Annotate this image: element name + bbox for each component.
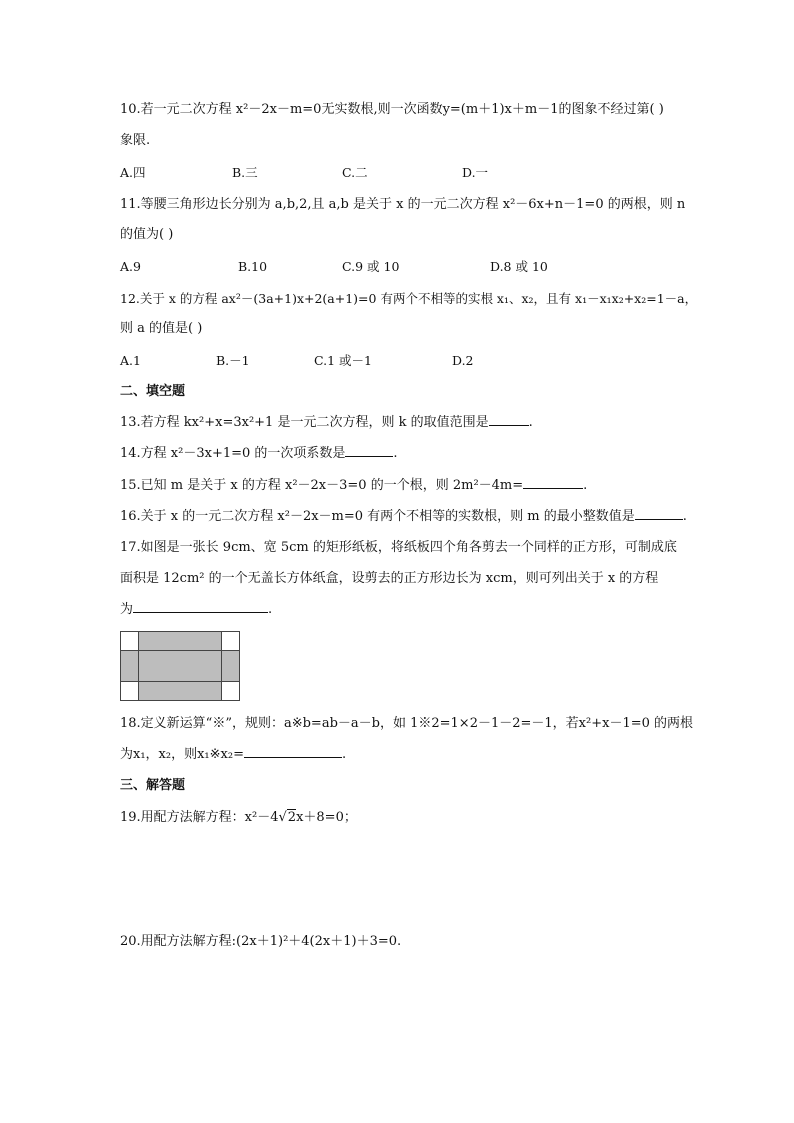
q16-text: 16.关于 x 的一元二次方程 x²－2x－m=0 有两个不相等的实数根，则 m 的最小整数值是 <box>120 509 635 524</box>
q12-option-b: B.－1 <box>216 353 250 368</box>
q16: 16.关于 x 的一元二次方程 x²－2x－m=0 有两个不相等的实数根，则 m 的最小整数值是 . <box>120 509 687 524</box>
q14-text: 14.方程 x²－3x+1=0 的一次项系数是 <box>120 446 346 461</box>
q15-text: 15.已知 m 是关于 x 的方程 x²－2x－3=0 的一个根，则 2m²－4m= <box>120 478 524 493</box>
q10-stem-line1: 10.若一元二次方程 x²－2x－m=0无实数根,则一次函数y=(m＋1)x＋m－1的图象不经过第( ) <box>120 102 664 117</box>
q18-answer-blank[interactable] <box>244 745 342 758</box>
corner-square-top-right <box>222 632 240 651</box>
q19 <box>120 808 357 828</box>
q17-prefix: 为 <box>120 602 134 617</box>
q14: 14.方程 x²－3x+1=0 的一次项系数是 . <box>120 446 398 461</box>
section-heading-fill-blank: 二、填空题 <box>120 384 186 399</box>
q17-stem-line3: 为 . <box>120 602 273 617</box>
q11-option-c: C.9 或 10 <box>342 259 400 274</box>
corner-square-top-left <box>121 632 139 651</box>
q10-option-c: C.二 <box>342 165 368 180</box>
q11-option-d: D.8 或 10 <box>490 259 548 274</box>
q13-answer-blank[interactable] <box>489 413 529 426</box>
q11-stem-line1: 11.等腰三角形边长分别为 a,b,2,且 a,b 是关于 x 的一元二次方程 x²－6x+n－1=0 的两根，则 n <box>120 197 686 212</box>
q14-answer-blank[interactable] <box>345 444 393 457</box>
q19-suffix: x＋8=0； <box>296 810 357 825</box>
q12-option-a: A.1 <box>120 353 141 368</box>
q10-stem-line2: 象限. <box>120 133 151 148</box>
sqrt-symbol: √2 <box>278 810 297 825</box>
q10-option-b: B.三 <box>232 165 258 180</box>
q15: 15.已知 m 是关于 x 的方程 x²－2x－3=0 的一个根，则 2m²－4m= . <box>120 478 588 493</box>
q15-answer-blank[interactable] <box>523 476 583 489</box>
corner-square-bottom-left <box>121 682 139 701</box>
q10-option-d: D.一 <box>462 165 489 180</box>
q20: 20.用配方法解方程:(2x＋1)²＋4(2x＋1)＋3=0. <box>120 934 402 949</box>
q13: 13.若方程 kx²+x=3x²+1 是一元二次方程，则 k 的取值范围是 . <box>120 415 533 430</box>
section-heading-solve: 三、解答题 <box>120 778 186 793</box>
corner-square-bottom-right <box>222 682 240 701</box>
q12-stem-line2: 则 a 的值是( ) <box>120 321 203 336</box>
q18-stem-line2: 为x₁，x₂，则x₁※x₂= . <box>120 747 347 762</box>
q18-prefix: 为x₁，x₂，则x₁※x₂= <box>120 747 244 762</box>
cardboard-figure <box>120 631 240 701</box>
q11-option-a: A.9 <box>120 259 141 274</box>
q12-option-c: C.1 或－1 <box>314 353 372 368</box>
q17-answer-blank[interactable] <box>133 600 268 613</box>
q12-stem-line1: 12.关于 x 的方程 ax²－(3a+1)x+2(a+1)=0 有两个不相等的实根 x₁、x₂，且有 x₁－x₁x₂+x₂=1－a， <box>120 291 698 306</box>
q18-stem-line1: 18.定义新运算“※”，规则：a※b=ab－a－b，如 1※2=1×2－1－2=－1，若x²+x－1=0 的两根 <box>120 716 694 731</box>
q11-option-b: B.10 <box>238 259 268 274</box>
q16-answer-blank[interactable] <box>635 507 683 520</box>
q17-stem-line1: 17.如图是一张长 9cm、宽 5cm 的矩形纸板，将纸板四个角各剪去一个同样的正方形，可制成底 <box>120 540 677 555</box>
q19-radicand: 2 <box>287 810 297 825</box>
q19-prefix: 19.用配方法解方程：x²－4 <box>120 810 279 825</box>
q13-text: 13.若方程 kx²+x=3x²+1 是一元二次方程，则 k 的取值范围是 <box>120 415 489 430</box>
box-base <box>139 651 222 682</box>
q11-stem-line2: 的值为( ) <box>120 227 174 242</box>
q17-stem-line2: 面积是 12cm² 的一个无盖长方体纸盒，设剪去的正方形边长为 xcm，则可列出关于 x 的方程 <box>120 571 659 586</box>
q10-option-a: A.四 <box>120 165 146 180</box>
q12-option-d: D.2 <box>452 353 474 368</box>
